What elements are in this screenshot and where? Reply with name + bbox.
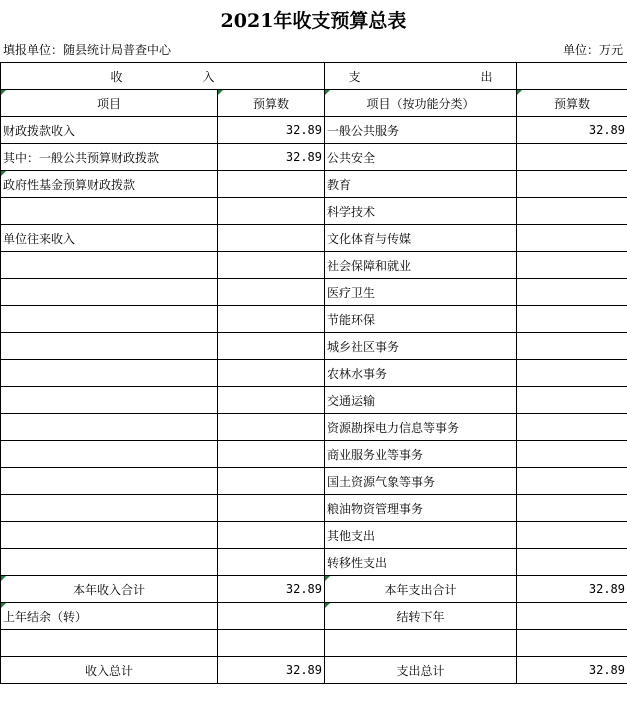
expense-item: 国土资源气象等事务 xyxy=(325,468,517,495)
income-item xyxy=(1,495,218,522)
expense-item: 交通运输 xyxy=(325,387,517,414)
table-row xyxy=(1,360,627,387)
income-header-char-1: 收 xyxy=(110,69,123,84)
expense-budget xyxy=(517,198,627,225)
table-row xyxy=(1,522,627,549)
income-budget xyxy=(218,495,325,522)
expense-budget xyxy=(517,171,627,198)
empty-cell xyxy=(325,630,517,657)
carry-in-value xyxy=(218,603,325,630)
year-income-label: 本年收入合计 xyxy=(1,576,218,603)
expense-budget xyxy=(517,414,627,441)
income-budget xyxy=(218,414,325,441)
carry-out-value xyxy=(517,603,627,630)
expense-budget xyxy=(517,144,627,171)
expense-item: 农林水事务 xyxy=(325,360,517,387)
table-row xyxy=(1,198,627,225)
expense-item: 城乡社区事务 xyxy=(325,333,517,360)
expense-budget xyxy=(517,252,627,279)
expense-item: 转移性支出 xyxy=(325,549,517,576)
expense-item: 科学技术 xyxy=(325,198,517,225)
income-budget xyxy=(218,306,325,333)
income-budget xyxy=(218,441,325,468)
income-budget xyxy=(218,171,325,198)
expense-item: 粮油物资管理事务 xyxy=(325,495,517,522)
expense-budget xyxy=(517,495,627,522)
income-budget xyxy=(218,549,325,576)
table-row xyxy=(1,441,627,468)
expense-item: 商业服务业等事务 xyxy=(325,441,517,468)
col-header-budget: 预算数 xyxy=(218,90,325,117)
income-budget xyxy=(218,198,325,225)
expense-section-header xyxy=(325,63,517,90)
page-title: 2021年收支预算总表 xyxy=(220,10,407,32)
income-item xyxy=(1,387,218,414)
income-budget: 32.89 xyxy=(218,144,325,171)
section-header-row xyxy=(1,63,627,90)
income-budget xyxy=(218,225,325,252)
expense-budget xyxy=(517,306,627,333)
expense-budget: 32.89 xyxy=(517,117,627,144)
table-row xyxy=(1,333,627,360)
income-item xyxy=(1,279,218,306)
income-item xyxy=(1,252,218,279)
expense-item: 节能环保 xyxy=(325,306,517,333)
expense-item: 其他支出 xyxy=(325,522,517,549)
table-row xyxy=(1,117,627,144)
income-header-char-2: 入 xyxy=(202,69,215,84)
expense-item: 一般公共服务 xyxy=(325,117,517,144)
income-budget xyxy=(218,333,325,360)
expense-budget xyxy=(517,279,627,306)
expense-budget xyxy=(517,225,627,252)
income-total-value: 32.89 xyxy=(218,657,325,684)
empty-cell xyxy=(218,630,325,657)
table-row xyxy=(1,306,627,333)
income-item xyxy=(1,414,218,441)
income-item xyxy=(1,360,218,387)
expense-budget xyxy=(517,360,627,387)
grand-total-row xyxy=(1,657,627,684)
year-income-value: 32.89 xyxy=(218,576,325,603)
expense-budget xyxy=(517,522,627,549)
column-header-row xyxy=(1,90,627,117)
col-header-budget-2: 预算数 xyxy=(517,90,627,117)
income-budget xyxy=(218,522,325,549)
carry-out-label: 结转下年 xyxy=(325,603,517,630)
reporting-unit: 填报单位：随县统计局普查中心 xyxy=(3,43,172,57)
income-budget: 32.89 xyxy=(218,117,325,144)
table-row xyxy=(1,279,627,306)
expense-budget xyxy=(517,333,627,360)
income-budget xyxy=(218,252,325,279)
expense-budget xyxy=(517,441,627,468)
income-item: 其中：一般公共预算财政拨款 xyxy=(1,144,218,171)
income-section-header xyxy=(1,63,325,90)
income-item: 单位往来收入 xyxy=(1,225,218,252)
carry-in-label: 上年结余（转） xyxy=(1,603,218,630)
table-row xyxy=(1,387,627,414)
table-row xyxy=(1,495,627,522)
expense-budget xyxy=(517,549,627,576)
table-row xyxy=(1,144,627,171)
expense-budget xyxy=(517,387,627,414)
income-item xyxy=(1,549,218,576)
expense-item: 文化体育与传媒 xyxy=(325,225,517,252)
currency-unit: 单位：万元 xyxy=(562,43,623,57)
empty-cell xyxy=(517,630,627,657)
expense-item: 社会保障和就业 xyxy=(325,252,517,279)
table-row xyxy=(1,549,627,576)
income-item xyxy=(1,441,218,468)
income-item xyxy=(1,198,218,225)
expense-header-char-2: 出 xyxy=(480,69,493,84)
income-budget xyxy=(218,360,325,387)
table-row xyxy=(1,225,627,252)
income-budget xyxy=(218,387,325,414)
col-header-item: 项目 xyxy=(1,90,218,117)
expense-total-value: 32.89 xyxy=(517,657,627,684)
expense-total-label: 支出总计 xyxy=(325,657,517,684)
income-item xyxy=(1,468,218,495)
expense-item: 教育 xyxy=(325,171,517,198)
table-row xyxy=(1,252,627,279)
year-total-row xyxy=(1,576,627,603)
expense-item: 资源勘探电力信息等事务 xyxy=(325,414,517,441)
income-item xyxy=(1,333,218,360)
expense-header-char-1: 支 xyxy=(348,69,361,84)
expense-item: 公共安全 xyxy=(325,144,517,171)
income-item: 政府性基金预算财政拨款 xyxy=(1,171,218,198)
income-item: 财政拨款收入 xyxy=(1,117,218,144)
year-expense-value: 32.89 xyxy=(517,576,627,603)
table-row xyxy=(1,171,627,198)
income-item xyxy=(1,306,218,333)
empty-cell xyxy=(1,630,218,657)
expense-budget xyxy=(517,468,627,495)
income-budget xyxy=(218,279,325,306)
table-row xyxy=(1,414,627,441)
income-budget xyxy=(218,468,325,495)
budget-table xyxy=(0,62,627,684)
table-row xyxy=(1,468,627,495)
year-expense-label: 本年支出合计 xyxy=(325,576,517,603)
income-total-label: 收入总计 xyxy=(1,657,218,684)
expense-item: 医疗卫生 xyxy=(325,279,517,306)
income-item xyxy=(1,522,218,549)
carry-row xyxy=(1,603,627,630)
empty-cell xyxy=(517,63,627,90)
blank-row xyxy=(1,630,627,657)
col-header-item-by-function: 项目（按功能分类） xyxy=(325,90,517,117)
